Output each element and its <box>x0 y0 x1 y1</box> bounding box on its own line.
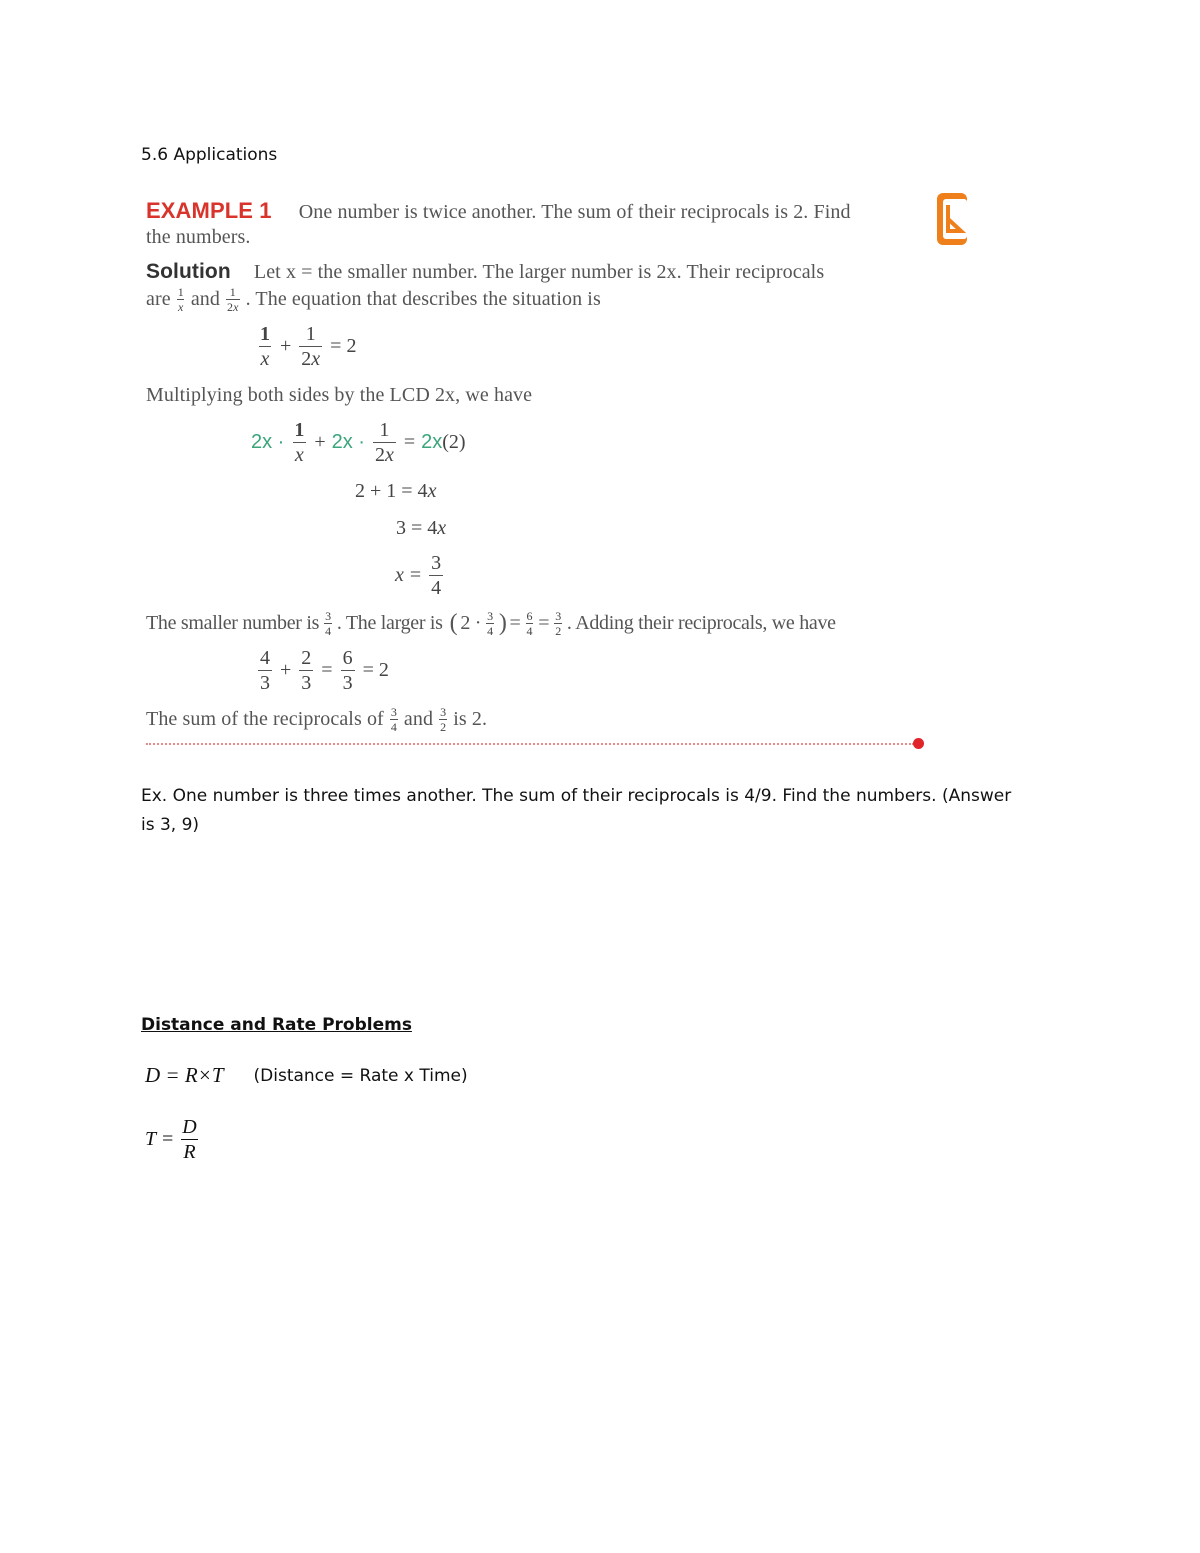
equation-step-2plus1: 2 + 1 = 4x <box>355 480 437 502</box>
solution-line1: Let x = the smaller number. The larger number is 2x. Their reciprocals <box>253 261 825 283</box>
distance-formula-note: (Distance = Rate x Time) <box>253 1065 468 1086</box>
sum-and: and <box>403 708 434 730</box>
sum-row: The sum of the reciprocals of $\frac{3}{4}$ and $\frac{3}{2}$ is 2. <box>146 705 488 734</box>
exercise-line2: is 3, 9) <box>141 815 200 835</box>
equation-step-x: x = $\frac{3}{4}$ <box>395 552 442 599</box>
exercise-line1: Ex. One number is three times another. The sum of their reciprocals is 4/9. Find the numbers. (Answer <box>141 786 1012 806</box>
time-formula: T = $\frac{D}{R}$ <box>145 1116 197 1163</box>
example-divider <box>146 743 914 745</box>
example-prompt-line2: the numbers. <box>146 226 251 248</box>
solution-tail: . The equation that describes the situation is <box>245 288 601 310</box>
equation-sum-check: $\frac{4}{3}$ + $\frac{2}{3}$ = $\frac{6}{3}$ = 2 <box>260 647 389 694</box>
example-label: EXAMPLE 1 <box>146 198 272 223</box>
distance-formula: D = R×T <box>145 1063 224 1087</box>
book-icon <box>937 193 967 245</box>
sum-tail: is 2. <box>453 708 488 730</box>
solution-label: Solution <box>146 260 231 283</box>
example-prompt-line1: One number is twice another. The sum of their reciprocals is 2. Find <box>298 201 851 223</box>
equation-original: $\frac{1}{x}$ + $\frac{1}{2x}$ = 2 <box>260 323 357 370</box>
solution-line1-row <box>146 260 936 284</box>
equation-multiplied: 2x · $\frac{1}{x}$ + 2x · $\frac{1}{2x}$ = 2x (2) <box>251 419 466 466</box>
solution-line2-row <box>146 286 601 313</box>
equation-step-3: 3 = 4x <box>396 517 447 539</box>
section-title: 5.6 Applications <box>141 145 278 165</box>
larger-prefix: . The larger is <box>336 612 443 634</box>
example-header <box>146 198 926 224</box>
distance-formula-row <box>145 1063 468 1088</box>
distance-heading: Distance and Rate Problems <box>141 1015 412 1035</box>
adding-tail: . Adding their reciprocals, we have <box>566 612 836 634</box>
smaller-larger-row: The smaller number is $\frac{3}{4}$ . The larger is ( 2 · $\frac{3}{4}$ ) = $\frac{6}{4}$ = $\frac{3}{2}$ . Adding their reciprocals, we have <box>146 609 836 638</box>
multiply-text: Multiplying both sides by the LCD 2x, we have <box>146 384 533 406</box>
divider-end-dot <box>913 738 924 749</box>
fraction-1-over-x: $\frac{1}{x}$ <box>177 285 184 314</box>
solution-are: are <box>146 288 171 310</box>
solution-and: and <box>190 288 221 310</box>
smaller-prefix: The smaller number is <box>146 612 320 634</box>
fraction-1-over-2x: $\frac{1}{2x}$ <box>227 285 239 314</box>
sum-prefix: The sum of the reciprocals of <box>146 708 384 730</box>
